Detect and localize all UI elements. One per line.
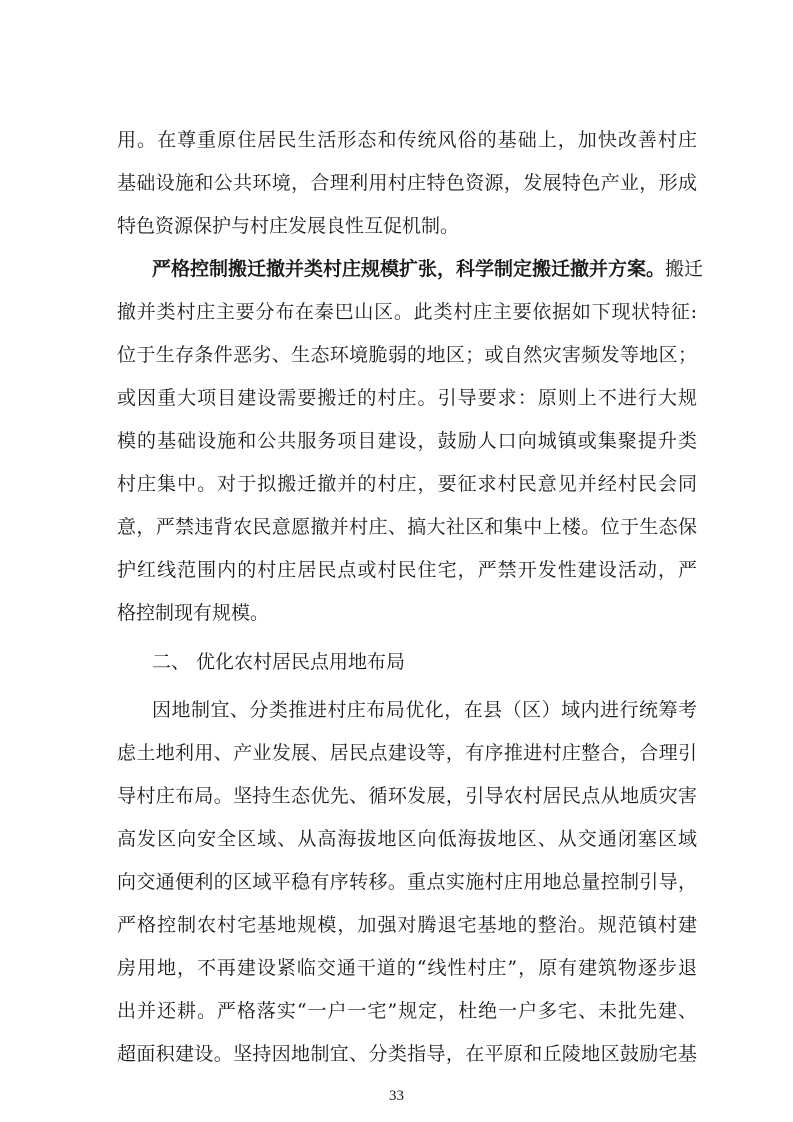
paragraph-line: 虑土地利用、产业发展、居民点建设等，有序推进村庄整合，合理引 xyxy=(117,742,697,764)
bold-lead-sentence: 严格控制搬迁撤并类村庄规模扩张，科学制定搬迁撤并方案。 xyxy=(152,258,666,280)
paragraph-line: 严格控制农村宅基地规模，加强对腾退宅基地的整治。规范镇村建 xyxy=(117,914,697,936)
paragraph-line: 用。在尊重原住居民生活形态和传统风俗的基础上，加快改善村庄 xyxy=(117,129,697,151)
section-heading: 二、 优化农村居民点用地布局 xyxy=(152,651,406,673)
paragraph-line: 撤并类村庄主要分布在秦巴山区。此类村庄主要依据如下现状特征: xyxy=(117,301,697,323)
paragraph-line: 向交通便利的区域平稳有序转移。重点实施村庄用地总量控制引导， xyxy=(117,871,697,893)
page-number: 33 xyxy=(389,1088,404,1104)
paragraph-line: 基础设施和公共环境，合理利用村庄特色资源，发展特色产业，形成 xyxy=(117,172,697,194)
paragraph-first-line: 因地制宜、分类推进村庄布局优化，在县（区）域内进行统筹考 xyxy=(152,699,697,721)
paragraph-line: 超面积建设。坚持因地制宜、分类指导，在平原和丘陵地区鼓励宅基 xyxy=(117,1043,697,1065)
paragraph-line: 出并还耕。严格落实“一户一宅”规定，杜绝一户多宅、未批先建、 xyxy=(117,1000,697,1022)
paragraph-line: 高发区向安全区域、从高海拔地区向低海拔地区、从交通闭塞区域 xyxy=(117,828,697,850)
paragraph-line: 房用地，不再建设紧临交通干道的“线性村庄”，原有建筑物逐步退 xyxy=(117,957,697,979)
paragraph-line: 或因重大项目建设需要搬迁的村庄。引导要求：原则上不进行大规 xyxy=(117,387,697,409)
paragraph-line: 护红线范围内的村庄居民点或村民住宅，严禁开发性建设活动，严 xyxy=(117,559,697,581)
paragraph-line: 村庄集中。对于拟搬迁撤并的村庄，要征求村民意见并经村民会同 xyxy=(117,473,697,495)
paragraph-line: 位于生存条件恶劣、生态环境脆弱的地区；或自然灾害频发等地区； xyxy=(117,344,697,366)
paragraph-line: 模的基础设施和公共服务项目建设，鼓励人口向城镇或集聚提升类 xyxy=(117,430,697,452)
paragraph-line: 格控制现有规模。 xyxy=(117,602,270,624)
paragraph-first-line xyxy=(152,256,704,282)
paragraph-line: 导村庄布局。坚持生态优先、循环发展，引导农村居民点从地质灾害 xyxy=(117,785,697,807)
lead-continuation: 搬迁 xyxy=(665,258,704,280)
paragraph-line: 意，严禁违背农民意愿撤并村庄、搞大社区和集中上楼。位于生态保 xyxy=(117,516,697,538)
paragraph-line: 特色资源保护与村庄发展良性互促机制。 xyxy=(117,215,460,237)
